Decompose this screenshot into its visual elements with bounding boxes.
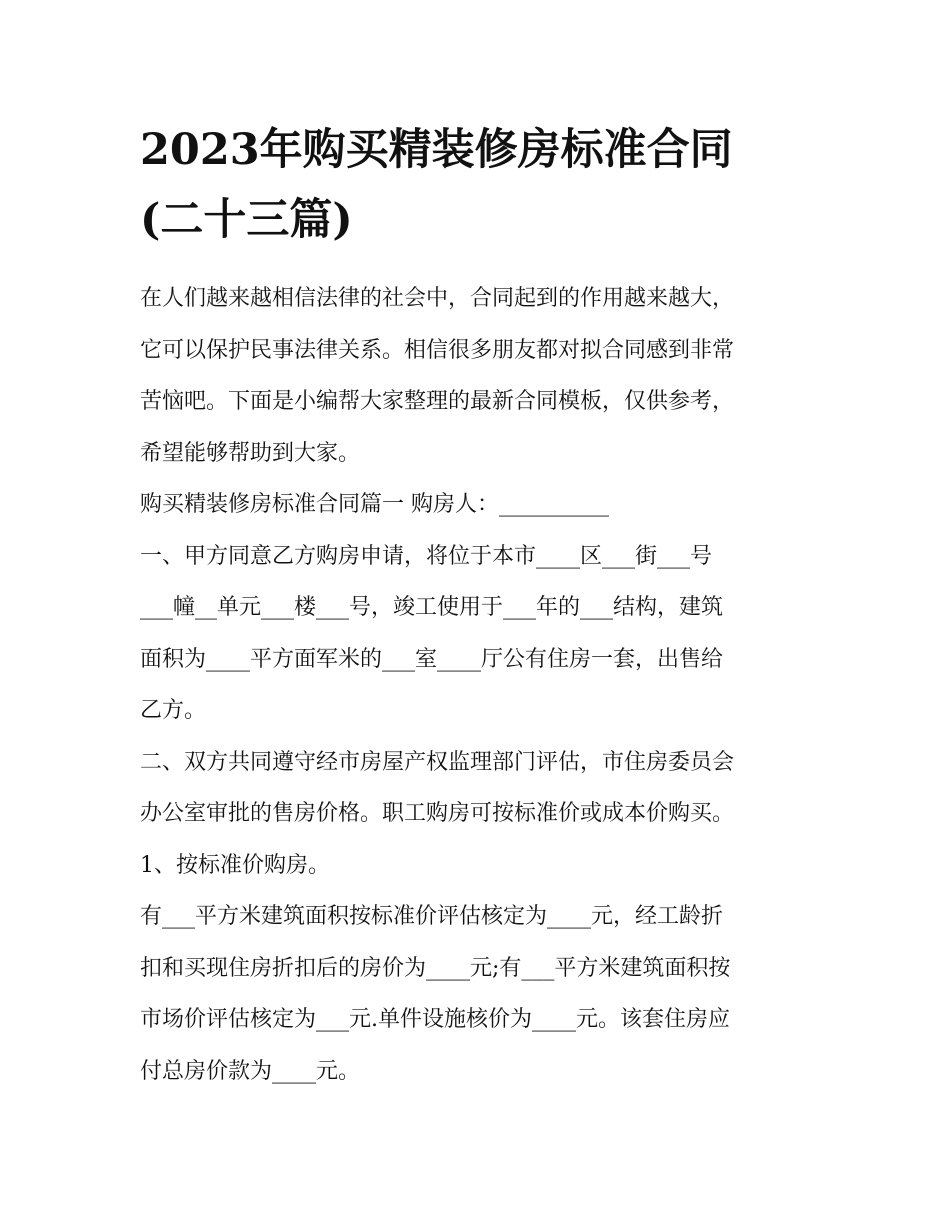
intro-line: 它可以保护民事法律关系。相信很多朋友都对拟合同感到非常 [140,337,735,363]
document-title [140,115,820,255]
item-1-heading: 1、按标准价购房。 [140,852,330,878]
item-1-body [140,891,820,1097]
clause-2 [140,737,820,840]
item-1-line: 有___平方米建筑面积按标准价评估核定为____元，经工龄折 [140,904,724,929]
intro-line: 在人们越来越相信法律的社会中，合同起到的作用越来越大， [140,286,735,311]
item-1-line: 付总房价款为____元。 [140,1058,361,1084]
document-body [140,273,820,1097]
intro-line: 希望能够帮助到大家。 [140,440,361,466]
clause-2-line: 办公室审批的售房价格。职工购房可按标准价或成本价购买。 [140,801,735,826]
clause-1-line: 乙方。 [140,698,207,723]
clause-1 [140,531,820,737]
clause-1-line: 一、甲方同意乙方购房申请，将位于本市____区___街___号 [140,543,713,569]
section-heading: 购买精装修房标准合同篇一 购房人：__________ [140,492,609,517]
clause-1-line: 面积为____平方面军米的___室____厅公有住房一套，出售给 [140,646,724,672]
item-1-line: 市场价评估核定为___元.单件设施核价为____元。该套住房应 [140,1007,730,1032]
title-line-1: 2023年购买精装修房标准合同 [140,125,733,175]
document-page [140,115,820,1097]
item-1-line: 扣和买现住房折扣后的房价为____元;有___平方米建筑面积按 [140,955,731,981]
clause-2-line: 二、双方共同遵守经市房屋产权监理部门评估，市住房委员会 [140,749,735,775]
intro-paragraph [140,273,820,479]
clause-1-line: ___幢__单元___楼___号，竣工使用于___年的___结构，建筑 [140,595,724,620]
intro-line: 苦恼吧。下面是小编帮大家整理的最新合同模板，仅供参考， [140,389,735,414]
title-line-2: (二十三篇) [140,195,353,245]
